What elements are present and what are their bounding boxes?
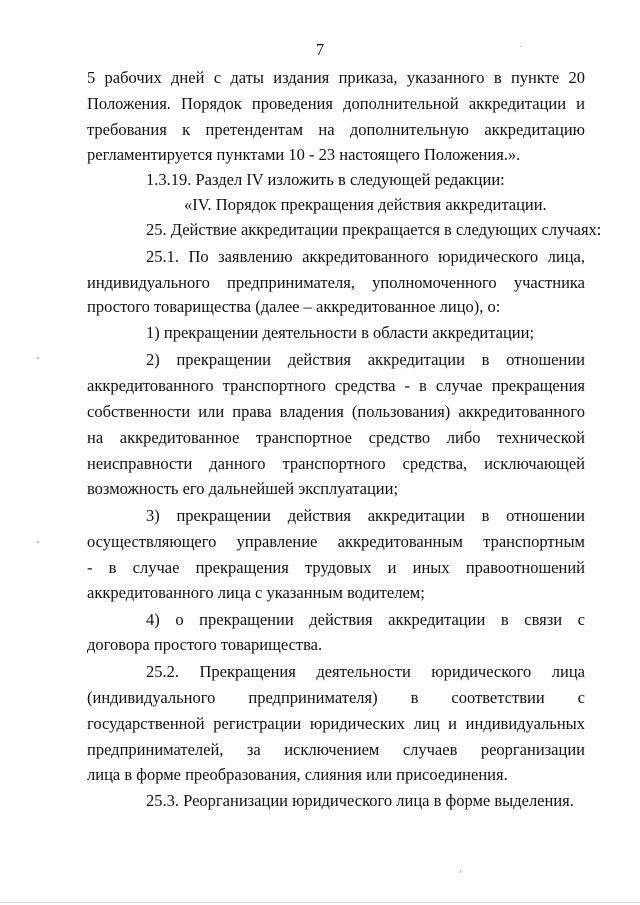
text-line-7: 25. Действие аккредитации прекращается в следующих случаях: [146, 220, 602, 239]
text-line-26: государственной регистрации юридических лиц и индивидуальных [87, 714, 585, 733]
text-line-29: 25.3. Реорганизации юридического лица в форме выделения. [146, 791, 574, 810]
page-number: 7 [315, 40, 325, 59]
text-line-10: простого товарищества (далее – аккредитованное лицо), о: [87, 297, 501, 316]
scan-speck [460, 870, 461, 873]
text-line-21: аккредитованного лица с указанным водителем; [87, 583, 425, 602]
text-line-19: осуществляющего управление аккредитованным транспортным [87, 532, 585, 551]
text-line-1: 5 рабочих дней с даты издания приказа, указанного в пункте 20 [87, 68, 585, 87]
scan-speck [520, 46, 522, 47]
text-line-14: собственности или права владения (пользования) аккредитованного [87, 402, 585, 421]
text-line-3: требования к претендентам на дополнительную аккредитацию [87, 120, 585, 139]
text-line-25: (индивидуального предпринимателя) в соответствии с [87, 688, 585, 707]
text-line-8: 25.1. По заявлению аккредитованного юридического лица, [146, 247, 585, 266]
text-line-9: индивидуального предпринимателя, уполномоченного участника [87, 273, 585, 292]
text-line-23: договора простого товарищества. [87, 635, 323, 654]
scan-speck [37, 357, 39, 359]
section-heading: «IV. Порядок прекращения действия аккредитации. [184, 195, 547, 214]
text-line-24: 25.2. Прекращения деятельности юридического лица [146, 662, 585, 681]
text-line-5: 1.3.19. Раздел IV изложить в следующей редакции: [146, 170, 505, 189]
text-line-20: - в случае прекращения трудовых и иных правоотношений [87, 558, 585, 577]
text-line-16: неисправности данного транспортного средства, исключающей [87, 454, 585, 473]
text-line-27: предпринимателей, за исключением случаев реорганизации [87, 740, 585, 759]
text-line-2: Положения. Порядок проведения дополнительной аккредитации и [87, 94, 585, 113]
text-line-22: 4) о прекращении действия аккредитации в связи с [146, 610, 585, 629]
text-line-15: на аккредитованное транспортное средство либо технической [87, 428, 585, 447]
text-line-4: регламентируется пунктами 10 - 23 настоящего Положения.». [87, 145, 521, 164]
text-line-18: 3) прекращении действия аккредитации в отношении [146, 506, 585, 525]
text-line-17: возможность его дальнейшей эксплуатации; [87, 479, 399, 498]
text-line-12: 2) прекращении действия аккредитации в отношении [146, 350, 585, 369]
text-line-11: 1) прекращении деятельности в области аккредитации; [146, 323, 535, 342]
scan-edge-line [0, 902, 640, 903]
text-line-13: аккредитованного транспортного средства - в случае прекращения [87, 376, 585, 395]
text-line-28: лица в форме преобразования, слияния или присоединения. [87, 765, 508, 784]
scan-speck [37, 541, 39, 543]
